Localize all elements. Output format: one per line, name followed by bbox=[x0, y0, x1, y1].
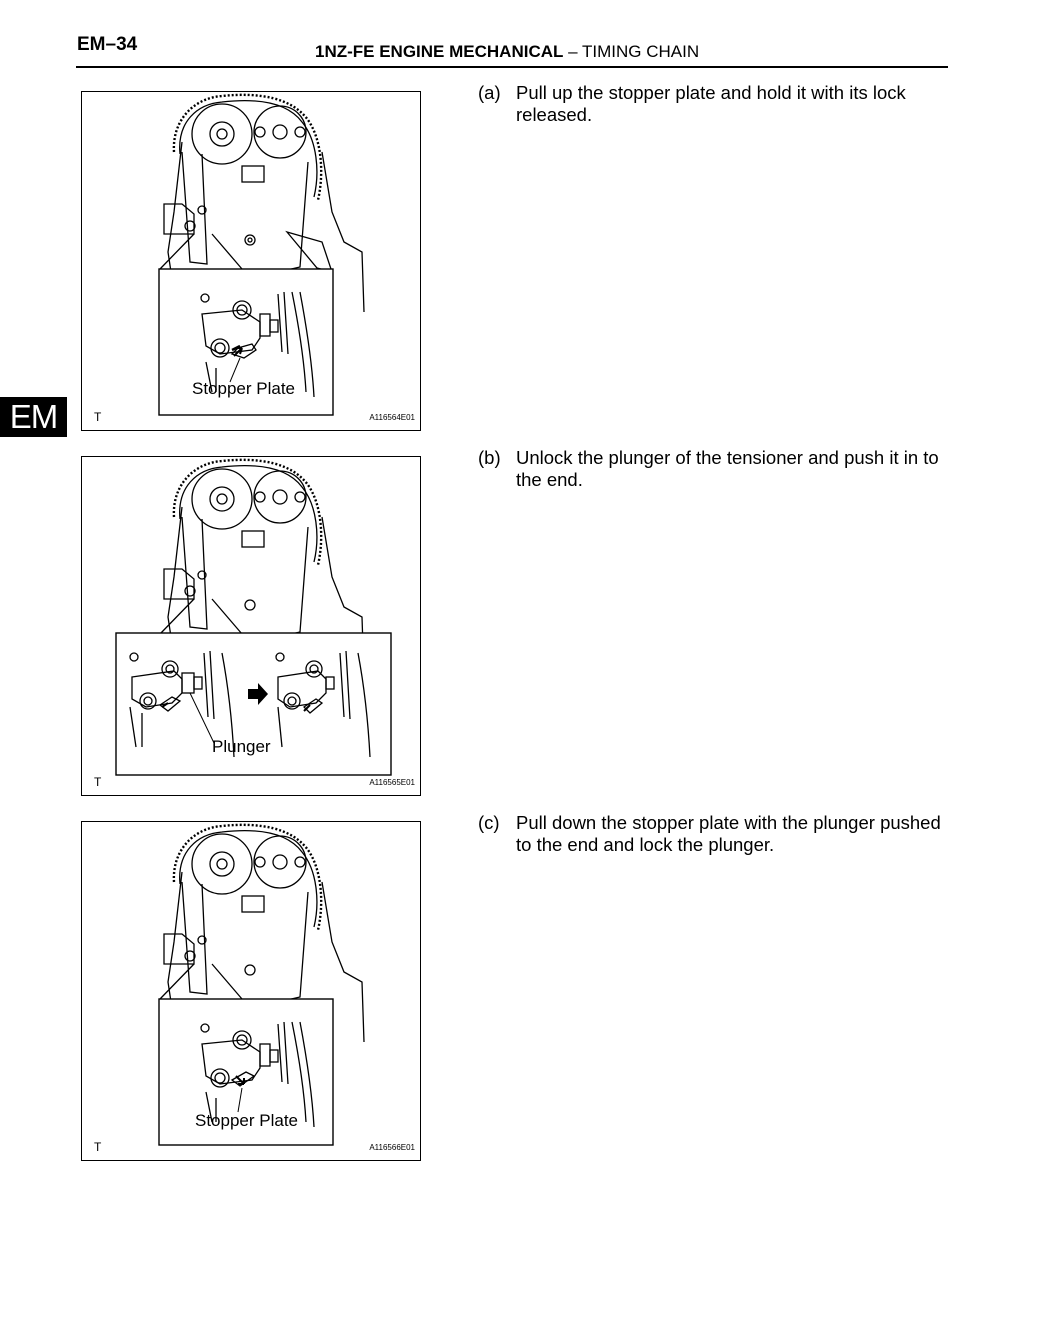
header-title-section: TIMING CHAIN bbox=[582, 42, 700, 61]
step-c bbox=[478, 812, 948, 856]
engine-diagram-a bbox=[82, 92, 421, 431]
figure-b bbox=[81, 456, 421, 796]
header-title bbox=[315, 42, 699, 62]
figure-a bbox=[81, 91, 421, 431]
step-letter: (a) bbox=[478, 82, 501, 103]
step-a bbox=[478, 82, 948, 126]
figure-code: A116565E01 bbox=[369, 778, 415, 787]
header-divider bbox=[76, 66, 948, 68]
callout-label: Stopper Plate bbox=[192, 379, 296, 398]
step-letter: (b) bbox=[478, 447, 501, 468]
figure-corner-mark: T bbox=[94, 1140, 102, 1154]
figure-corner-mark: T bbox=[94, 775, 102, 789]
engine-diagram-c bbox=[82, 822, 421, 1161]
figure-code: A116566E01 bbox=[369, 1143, 415, 1152]
figure-corner-mark: T bbox=[94, 410, 102, 424]
section-tab: EM bbox=[0, 397, 67, 437]
figure-code: A116564E01 bbox=[369, 413, 415, 422]
header-title-main: 1NZ-FE ENGINE MECHANICAL bbox=[315, 42, 564, 61]
header-title-separator: – bbox=[568, 42, 578, 61]
page-number: EM–34 bbox=[77, 34, 138, 55]
callout-label: Stopper Plate bbox=[195, 1111, 299, 1130]
callout-label: Plunger bbox=[212, 737, 271, 756]
figure-c bbox=[81, 821, 421, 1161]
engine-diagram-b bbox=[82, 457, 421, 796]
step-letter: (c) bbox=[478, 812, 500, 833]
step-text: Unlock the plunger of the tensioner and push it in to the end. bbox=[516, 447, 939, 490]
step-text: Pull down the stopper plate with the plunger pushed to the end and lock the plunger. bbox=[516, 812, 941, 855]
step-b bbox=[478, 447, 948, 491]
step-text: Pull up the stopper plate and hold it with its lock released. bbox=[516, 82, 906, 125]
